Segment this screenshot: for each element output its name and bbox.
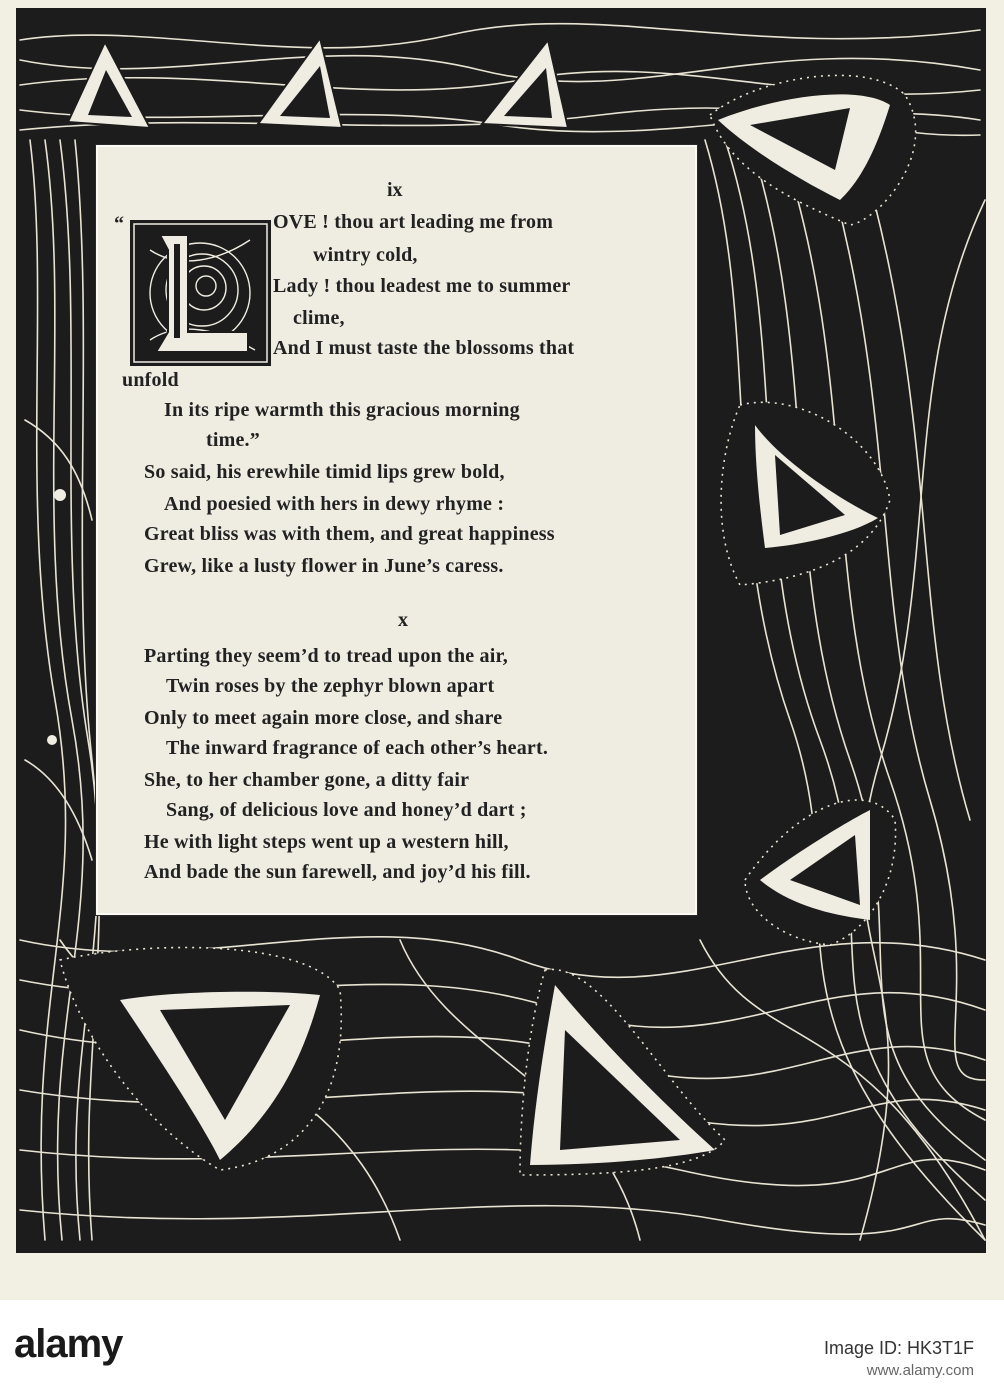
poem-line: Only to meet again more close, and share — [144, 707, 503, 729]
stock-footer — [0, 1300, 1004, 1390]
poem-line: OVE ! thou art leading me from — [273, 211, 554, 233]
stanza-numeral-ix: ix — [387, 179, 403, 201]
image-id-label: Image ID: HK3T1F — [823, 1338, 974, 1358]
poem-line: The inward fragrance of each other’s heart. — [166, 737, 549, 759]
poem-line: He with light steps went up a western hill, — [144, 831, 509, 853]
dropcap-ornament-icon — [130, 220, 271, 366]
stock-url-link[interactable]: www.alamy.com — [866, 1362, 974, 1379]
stock-logo[interactable]: alamy — [14, 1322, 123, 1366]
poem-line: Lady ! thou leadest me to summer — [273, 275, 571, 297]
poem-line: Great bliss was with them, and great happiness — [144, 523, 555, 545]
poem-line: Parting they seem’d to tread upon the air, — [144, 645, 508, 667]
poem-line: She, to her chamber gone, a ditty fair — [144, 769, 470, 791]
poem-line: clime, — [293, 307, 345, 329]
poem-line: Grew, like a lusty flower in June’s caress. — [144, 555, 504, 577]
poem-panel — [96, 145, 697, 915]
poem-line: wintry cold, — [313, 244, 418, 266]
poem-line: And bade the sun farewell, and joy’d his fill. — [144, 861, 531, 883]
poem-line: And poesied with hers in dewy rhyme : — [164, 493, 505, 515]
poem-line: In its ripe warmth this gracious morning — [164, 399, 520, 421]
poem-line: So said, his erewhile timid lips grew bold, — [144, 461, 505, 483]
stanza-numeral-x: x — [398, 609, 408, 631]
dropcap-initial-l — [130, 220, 271, 366]
open-quote: “ — [114, 213, 125, 235]
poem-line: Sang, of delicious love and honey’d dart ; — [166, 799, 527, 821]
poem-line: And I must taste the blossoms that — [273, 337, 575, 359]
poem-line: Twin roses by the zephyr blown apart — [166, 675, 495, 697]
poem-line: time.” — [206, 429, 260, 451]
poem-line: unfold — [122, 369, 179, 391]
